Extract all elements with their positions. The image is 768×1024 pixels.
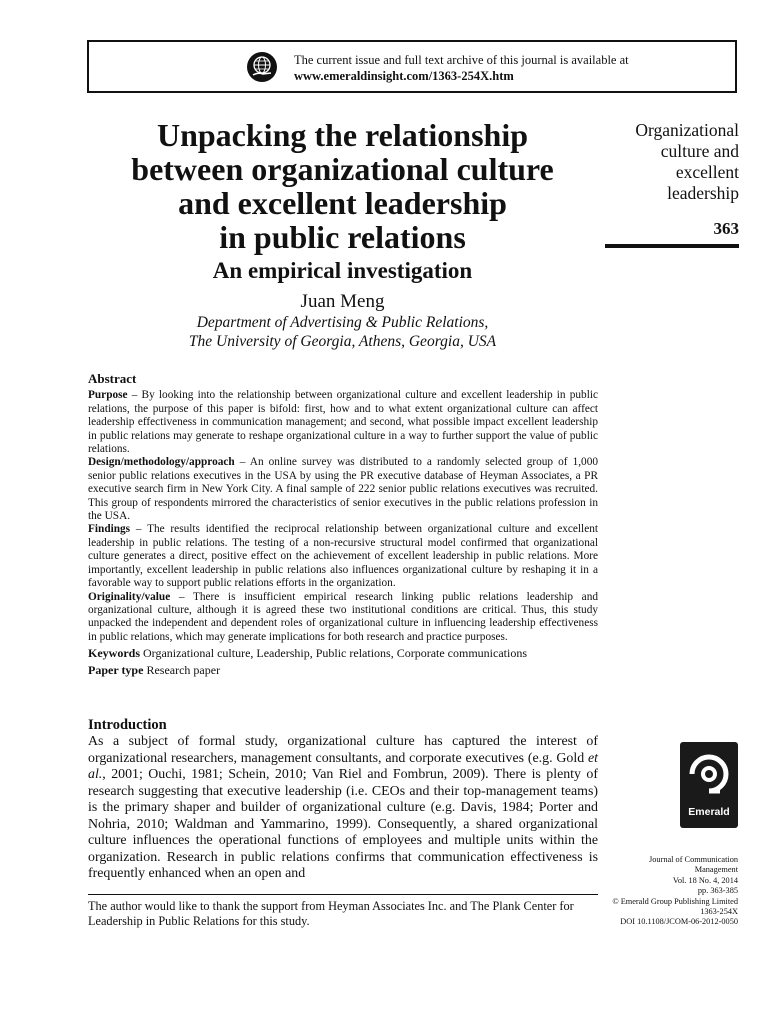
running-head-line: culture and (660, 141, 739, 161)
section-text: – There is insufficient empirical research linking public relations leadership and organizational culture, although it is agreed these two institutional conditions are critical. Thus, this study unpacked the independent and dependent roles of organizational culture in influencing leadership effectiveness in public relations, which may generate implications for both research and practice purposes. (88, 590, 598, 643)
abstract-purpose (88, 389, 598, 456)
running-head-line: Organizational (635, 120, 739, 140)
section-label: Design/methodology/approach (88, 456, 235, 469)
journal-info-line: pp. 363-385 (697, 886, 738, 896)
section-text: – The results identified the reciprocal relationship between organizational culture and excellent leadership in public relations. The testing of a non-recursive structural model confirmed that organizational culture generates a direct, positive effect on the achievement of excellent leadership in public relations. More importantly, excellent leadership in public relations also influences organizational culture by reshaping it in a favorable way to support public relations efforts in the organization. (88, 523, 598, 590)
banner-notice: The current issue and full text archive of this journal is available at (294, 53, 629, 67)
affiliation-line: Department of Advertising & Public Relations, (196, 314, 489, 331)
author-name: Juan Meng (300, 291, 385, 312)
abstract-design (88, 456, 598, 523)
journal-info-doi[interactable]: DOI 10.1108/JCOM-06-2012-0050 (620, 917, 738, 927)
emerald-e-icon (680, 742, 738, 804)
journal-info-line: Vol. 18 No. 4, 2014 (672, 875, 738, 885)
keywords-label: Keywords (88, 646, 140, 661)
title-line: in public relations (219, 219, 466, 255)
article-subtitle: An empirical investigation (212, 258, 473, 283)
acknowledgement-footnote: The author would like to thank the support from Heyman Associates Inc. and The Plank Center for Leadership in Public Relations for this study. (88, 899, 574, 928)
introduction (88, 717, 598, 883)
section-label: Originality/value (88, 590, 171, 603)
intro-etal: et al. (88, 750, 598, 782)
journal-info-line: 1363-254X (700, 907, 738, 917)
page-number: 363 (713, 219, 739, 238)
abstract-originality (88, 591, 598, 645)
intro-text: As a subject of formal study, organizational culture has captured the interest of organizational researchers, management consultants, and corporate executives (e.g. Gold (88, 734, 598, 766)
abstract (88, 372, 598, 678)
intro-text: , 2001; Ouchi, 1981; Schein, 2010; Van Riel and Fombrun, 2009). There is plenty of research suggesting that executive leadership (i.e. CEOs and their top-management teams) is the primary shaper and builder of organizational culture (e.g. Davis, 1984; Porter and Nohria, 2010; Waldman and Yammarino, 1999). Consequently, a shared organizational culture influences the operational functions of employees and multiple units within the organization. Research in public relations confirms that communication effectiveness is frequently enhanced when an open and (88, 767, 598, 881)
journal-url-link[interactable]: www.emeraldinsight.com/1363-254X.htm (294, 69, 514, 83)
running-head-rule (605, 244, 739, 248)
section-text: – An online survey was distributed to a randomly selected group of 1,000 senior public relations executives in the USA by using the PR executive database of Heyman Associates, a PR executive search firm in New York City. A final sample of 222 senior public relations executives was recruited. This group of respondents mirrored the characteristics of senior executives in the public relations profession in the USA. (88, 456, 598, 523)
journal-info (560, 855, 738, 928)
running-head (600, 120, 739, 204)
section-label: Purpose (88, 389, 128, 402)
emerald-logo-text: Emerald (688, 806, 730, 818)
journal-info-line: © Emerald Group Publishing Limited (612, 896, 738, 906)
keywords-text: Organizational culture, Leadership, Public relations, Corporate communications (140, 646, 527, 661)
paper-type (88, 662, 598, 678)
article-title (90, 118, 595, 254)
abstract-heading: Abstract (88, 371, 137, 386)
title-line: and excellent leadership (178, 185, 507, 221)
title-line: Unpacking the relationship (156, 117, 529, 153)
paper-type-text: Research paper (143, 663, 221, 678)
introduction-heading: Introduction (88, 717, 167, 733)
affiliation-line: The University of Georgia, Athens, Georgia, USA (188, 333, 497, 350)
archive-banner (87, 40, 737, 93)
abstract-findings (88, 523, 598, 590)
footnote-rule (88, 894, 598, 895)
introduction-paragraph (88, 734, 598, 883)
running-head-line: excellent (675, 162, 739, 182)
author-affiliation (90, 313, 595, 351)
banner-text (294, 52, 629, 84)
globe-hand-icon (246, 51, 278, 83)
journal-info-line: Journal of Communication (649, 855, 738, 864)
section-text: – By looking into the relationship between organizational culture and excellent leadership in public relations, the purpose of this paper is bifold: first, how and to what extent organizational culture can affect leadership effectiveness in communication management; and second, what possible impact excellent leadership in public relations may generate to reshape organizational culture in a way to further support the value of public relations. (88, 389, 598, 456)
running-head-line: leadership (667, 183, 739, 203)
section-label: Findings (88, 523, 131, 536)
paper-type-label: Paper type (88, 663, 144, 678)
keywords (88, 645, 598, 661)
journal-info-line: Management (694, 865, 738, 875)
title-line: between organizational culture (131, 151, 554, 187)
